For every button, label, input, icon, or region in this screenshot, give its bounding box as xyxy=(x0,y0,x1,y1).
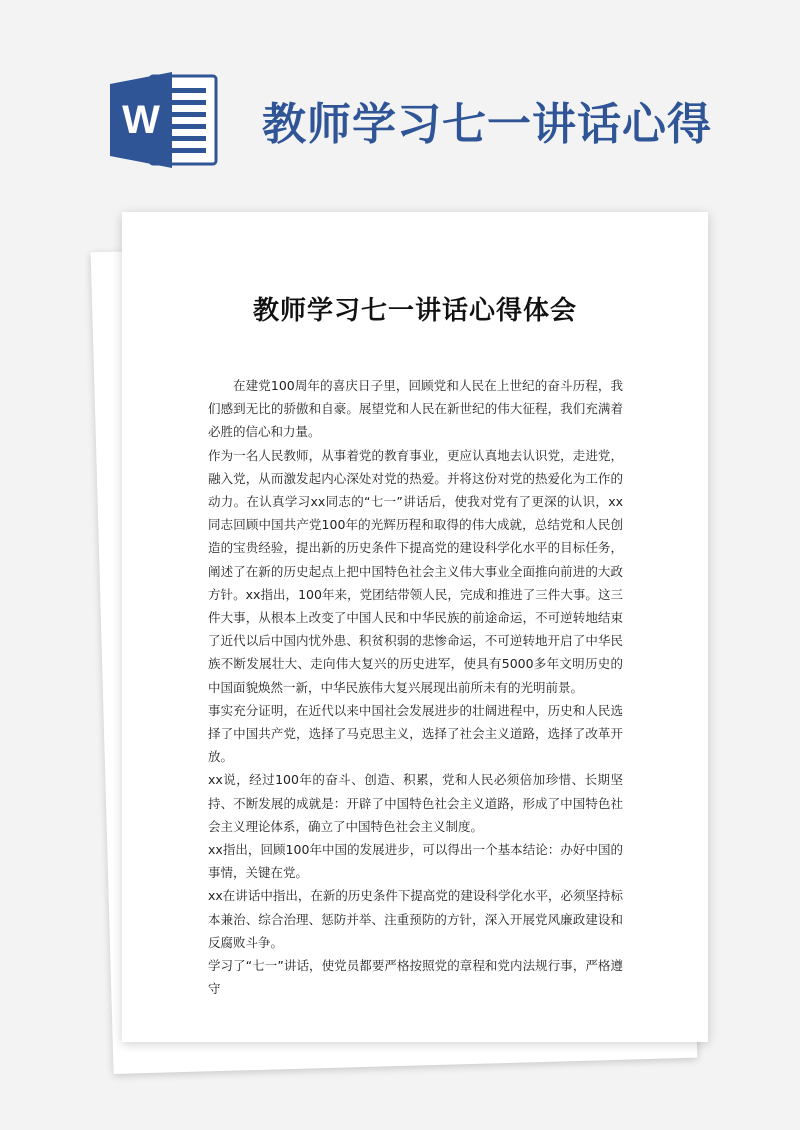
document-body xyxy=(208,374,623,1000)
document-title: 教师学习七一讲话心得体会 xyxy=(252,296,577,326)
paragraph: 学习了“七一”讲话，使党员都要严格按照党的章程和党内法规行事，严格遵守 xyxy=(208,958,623,997)
svg-text:W: W xyxy=(122,98,160,142)
document-page xyxy=(122,212,708,1042)
word-document-icon xyxy=(108,70,218,170)
paragraph: 事实充分证明，在近代以来中国社会发展进步的壮阔进程中，历史和人民选择了中国共产党，选择了马克思主义，选择了社会主义道路，选择了改革开放。 xyxy=(208,702,623,765)
banner xyxy=(0,0,800,210)
paragraph: xx在讲话中指出，在新的历史条件下提高党的建设科学化水平，必须坚持标本兼治、综合治理、惩防并举、注重预防的方针，深入开展党风廉政建设和反腐败斗争。 xyxy=(208,888,623,950)
paragraph: 在建党100周年的喜庆日子里，回顾党和人民在上世纪的奋斗历程，我们感到无比的骄傲和自豪。展望党和人民在新世纪的伟大征程，我们充满着必胜的信心和力量。 xyxy=(208,378,623,440)
paragraph: 作为一名人民教师，从事着党的教育事业，更应认真地去认识党，走进党，融入党，从而激发起内心深处对党的热爱。并将这份对党的热爱化为工作的动力。在认真学习xx同志的“七一”讲话后，使我对党有了更深的认识，xx同志回顾中国共产党100年的光辉历程和取得的伟大成就，总结党和人民创造的宝贵经验，提出新的历史条件下提高党的建设科学化水平的目标任务，阐述了在新的历史起点上把中国特色社会主义伟大事业全面推向前进的大政方针。xx指出，100年来，党团结带领人民，完成和推进了三件大事。这三件大事，从根本上改变了中国人民和中华民族的前途命运，不可逆转地结束了近代以后中国内忧外患、积贫积弱的悲惨命运，不可逆转地开启了中华民族不断发展壮大、走向伟大复兴的历史进军，使具有5000多年文明历史的中国面貌焕然一新，中华民族伟大复兴展现出前所未有的光明前景。 xyxy=(208,447,623,695)
paragraph: xx说，经过100年的奋斗、创造、积累，党和人民必须倍加珍惜、长期坚持、不断发展的成就是：开辟了中国特色社会主义道路，形成了中国特色社会主义理论体系，确立了中国特色社会主义制度。 xyxy=(208,772,623,834)
paragraph: xx指出，回顾100年中国的发展进步，可以得出一个基本结论：办好中国的事情，关键在党。 xyxy=(208,842,623,881)
banner-title: 教师学习七一讲话心得 xyxy=(262,99,712,150)
